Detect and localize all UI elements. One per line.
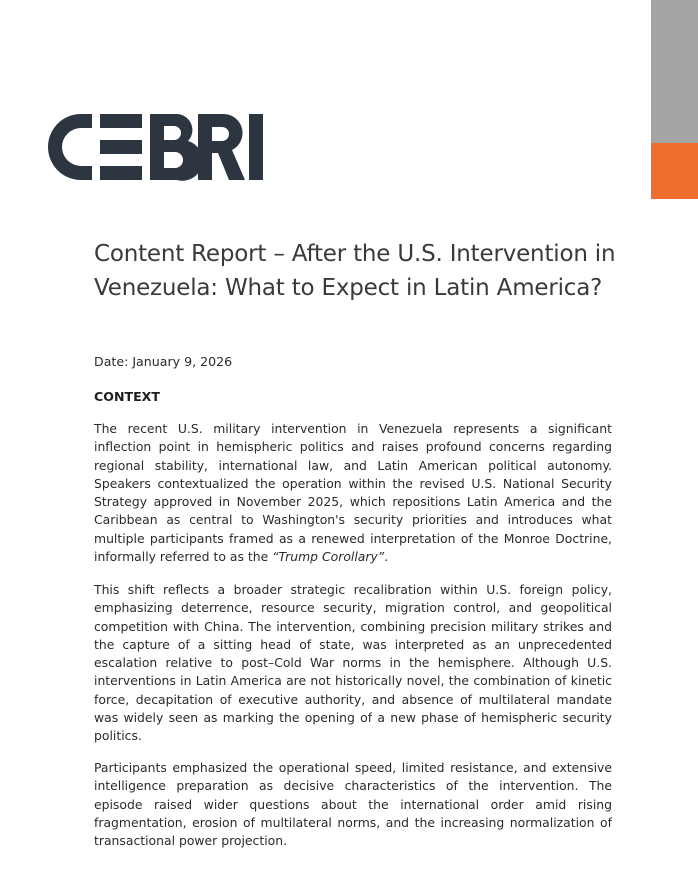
- report-title: Content Report – After the U.S. Intervention in Venezuela: What to Expect in Latin America?: [94, 241, 616, 301]
- header-accent-gray-bar: [651, 0, 698, 143]
- paragraph-context-1-text: The recent U.S. military intervention in Venezuela represents a significant inflection point in hemispheric politics and raises profound concerns regarding regional stability, international law, and Latin American political autonomy. Speakers contextualized the operation within the revised U.S. National Security Strategy approved in November 2025, which repositions Latin America and the Caribbean as central to Washington's security priorities and introduces what multiple participants framed as a renewed interpretation of the Monroe Doctrine, informally referred to as the: [94, 421, 612, 565]
- paragraph-context-3: Participants emphasized the operational speed, limited resistance, and extensive intelligence preparation as decisive characteristics of the intervention. The episode raised wider questions about the international order amid rising fragmentation, erosion of multilateral norms, and the increasing normalization of transactional power projection.: [94, 760, 612, 849]
- paragraph-context-1-end: .: [384, 549, 389, 565]
- report-date: Date: January 9, 2026: [94, 354, 233, 369]
- cebri-logo: [48, 112, 264, 182]
- header-accent-orange-bar: [651, 143, 698, 199]
- section-heading-context: CONTEXT: [94, 389, 160, 404]
- paragraph-context-2: This shift reflects a broader strategic recalibration within U.S. foreign policy, emphasizing deterrence, resource security, migration control, and geopolitical competition with China. The intervention, combining precision military strikes and the capture of a sitting head of state, was interpreted as an unprecedented escalation relative to post–Cold War norms in the hemisphere. Although U.S. interventions in Latin America are not historically novel, the combination of kinetic force, decapitation of executive authority, and absence of multilateral mandate was widely seen as marking the opening of a new phase of hemispheric security politics.: [94, 582, 612, 744]
- cebri-logo-graphic: [48, 112, 264, 182]
- paragraph-context-1: [94, 420, 612, 566]
- trump-corollary-emphasis: “Trump Corollary”: [272, 549, 385, 565]
